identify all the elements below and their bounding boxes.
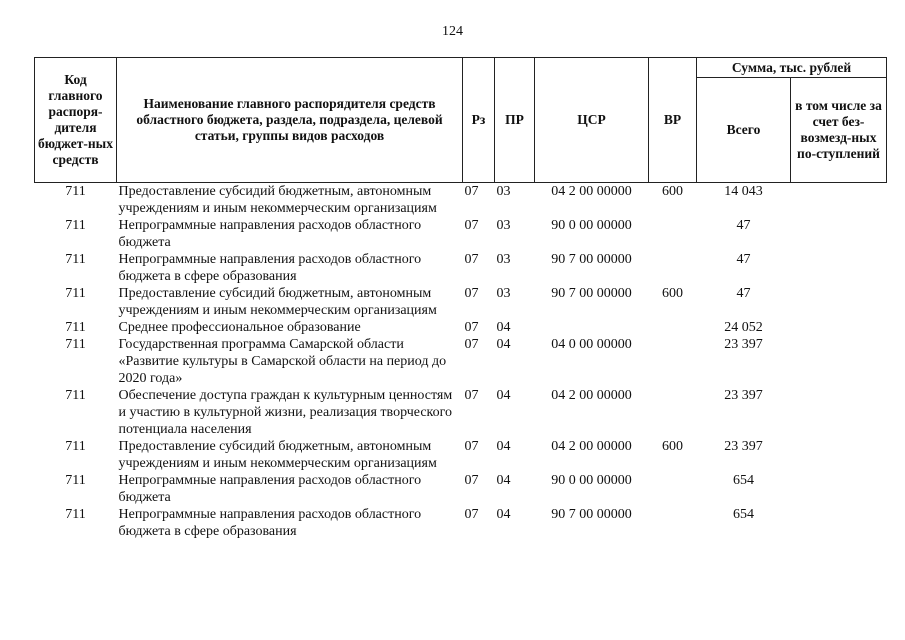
row-total: 14 043 xyxy=(724,184,763,199)
row-rz: 07 xyxy=(464,388,479,403)
header-vr: ВР xyxy=(649,58,697,183)
row-vr xyxy=(649,336,697,387)
header-name: Наименование главного распорядителя средств областного бюджета, раздела, подраздела, целевой статьи, группы видов расходов xyxy=(117,58,463,183)
row-name: Обеспечение доступа граждан к культурным ценностям и участию в культурной жизни, реализация творческого потенциала населения xyxy=(118,388,453,437)
row-pr: 04 xyxy=(496,320,511,335)
row-rz: 07 xyxy=(464,320,479,335)
row-csr: 90 0 00 00000 xyxy=(551,218,632,233)
row-csr: 90 0 00 00000 xyxy=(551,473,632,488)
row-rz: 07 xyxy=(464,439,479,454)
header-total: Всего xyxy=(697,78,791,183)
row-name: Предоставление субсидий бюджетным, автономным учреждениям и иным некоммерческим организациям xyxy=(118,439,437,471)
row-vr xyxy=(649,217,697,251)
row-rz: 07 xyxy=(464,337,479,352)
header-rz: Рз xyxy=(463,58,495,183)
row-name: Предоставление субсидий бюджетным, автономным учреждениям и иным некоммерческим организациям xyxy=(118,184,437,216)
row-total: 654 xyxy=(733,507,754,522)
row-total: 47 xyxy=(736,252,751,267)
row-rz: 07 xyxy=(464,218,479,233)
row-code: 711 xyxy=(65,218,86,233)
row-name: Непрограммные направления расходов областного бюджета xyxy=(118,218,422,250)
row-grants xyxy=(791,387,887,438)
row-name: Среднее профессиональное образование xyxy=(118,320,361,335)
row-csr: 90 7 00 00000 xyxy=(551,252,632,267)
table-row xyxy=(35,336,887,387)
row-pr: 03 xyxy=(496,218,511,233)
row-pr: 03 xyxy=(496,252,511,267)
row-code: 711 xyxy=(65,439,86,454)
row-code: 711 xyxy=(65,388,86,403)
header-code: Код главного распоря-дителя бюджет-ных средств xyxy=(35,58,117,183)
row-grants xyxy=(791,183,887,218)
row-grants xyxy=(791,472,887,506)
row-vr: 600 xyxy=(662,286,683,301)
row-total: 47 xyxy=(736,218,751,233)
table-row xyxy=(35,387,887,438)
row-rz: 07 xyxy=(464,252,479,267)
row-code: 711 xyxy=(65,473,86,488)
row-pr: 04 xyxy=(496,439,511,454)
row-total: 23 397 xyxy=(724,337,763,352)
row-vr: 600 xyxy=(662,184,683,199)
row-csr: 04 0 00 00000 xyxy=(551,337,632,352)
page-number: 124 xyxy=(442,24,463,39)
row-code: 711 xyxy=(65,184,86,199)
row-csr: 90 7 00 00000 xyxy=(551,286,632,301)
table-row xyxy=(35,183,887,218)
table-row xyxy=(35,438,887,472)
row-pr: 03 xyxy=(496,184,511,199)
table-row xyxy=(35,319,887,336)
row-vr: 600 xyxy=(662,439,683,454)
row-vr xyxy=(649,319,697,336)
row-rz: 07 xyxy=(464,507,479,522)
table-row xyxy=(35,285,887,319)
row-pr: 03 xyxy=(496,286,511,301)
row-csr: 90 7 00 00000 xyxy=(551,507,632,522)
row-code: 711 xyxy=(65,320,86,335)
row-vr xyxy=(649,251,697,285)
row-grants xyxy=(791,217,887,251)
table-body xyxy=(35,183,887,541)
row-total: 23 397 xyxy=(724,388,763,403)
row-csr xyxy=(535,319,649,336)
table-row xyxy=(35,217,887,251)
row-code: 711 xyxy=(65,507,86,522)
budget-table xyxy=(34,57,887,540)
row-rz: 07 xyxy=(464,286,479,301)
row-name: Непрограммные направления расходов областного бюджета в сфере образования xyxy=(118,507,422,539)
row-rz: 07 xyxy=(464,473,479,488)
row-total: 47 xyxy=(736,286,751,301)
row-grants xyxy=(791,438,887,472)
row-total: 24 052 xyxy=(724,320,763,335)
row-vr xyxy=(649,387,697,438)
row-pr: 04 xyxy=(496,473,511,488)
table-header xyxy=(35,58,887,183)
row-rz: 07 xyxy=(464,184,479,199)
header-sum: Сумма, тыс. рублей xyxy=(697,58,887,78)
header-csr: ЦСР xyxy=(535,58,649,183)
row-grants xyxy=(791,336,887,387)
table-row xyxy=(35,506,887,540)
row-pr: 04 xyxy=(496,388,511,403)
row-name: Непрограммные направления расходов областного бюджета в сфере образования xyxy=(118,252,422,284)
table-row xyxy=(35,472,887,506)
header-pr: ПР xyxy=(495,58,535,183)
row-code: 711 xyxy=(65,286,86,301)
row-name: Государственная программа Самарской области «Развитие культуры в Самарской области на период до 2020 года» xyxy=(118,337,447,386)
row-pr: 04 xyxy=(496,337,511,352)
row-vr xyxy=(649,472,697,506)
row-pr: 04 xyxy=(496,507,511,522)
row-total: 654 xyxy=(733,473,754,488)
row-grants xyxy=(791,319,887,336)
row-grants xyxy=(791,251,887,285)
row-grants xyxy=(791,506,887,540)
row-name: Непрограммные направления расходов областного бюджета xyxy=(118,473,422,505)
row-csr: 04 2 00 00000 xyxy=(551,439,632,454)
table-row xyxy=(35,251,887,285)
row-csr: 04 2 00 00000 xyxy=(551,388,632,403)
row-code: 711 xyxy=(65,252,86,267)
row-code: 711 xyxy=(65,337,86,352)
row-grants xyxy=(791,285,887,319)
header-grants: в том числе за счет без-возмезд-ных по-ступлений xyxy=(791,78,887,183)
row-vr xyxy=(649,506,697,540)
row-name: Предоставление субсидий бюджетным, автономным учреждениям и иным некоммерческим организациям xyxy=(118,286,437,318)
row-csr: 04 2 00 00000 xyxy=(551,184,632,199)
row-total: 23 397 xyxy=(724,439,763,454)
